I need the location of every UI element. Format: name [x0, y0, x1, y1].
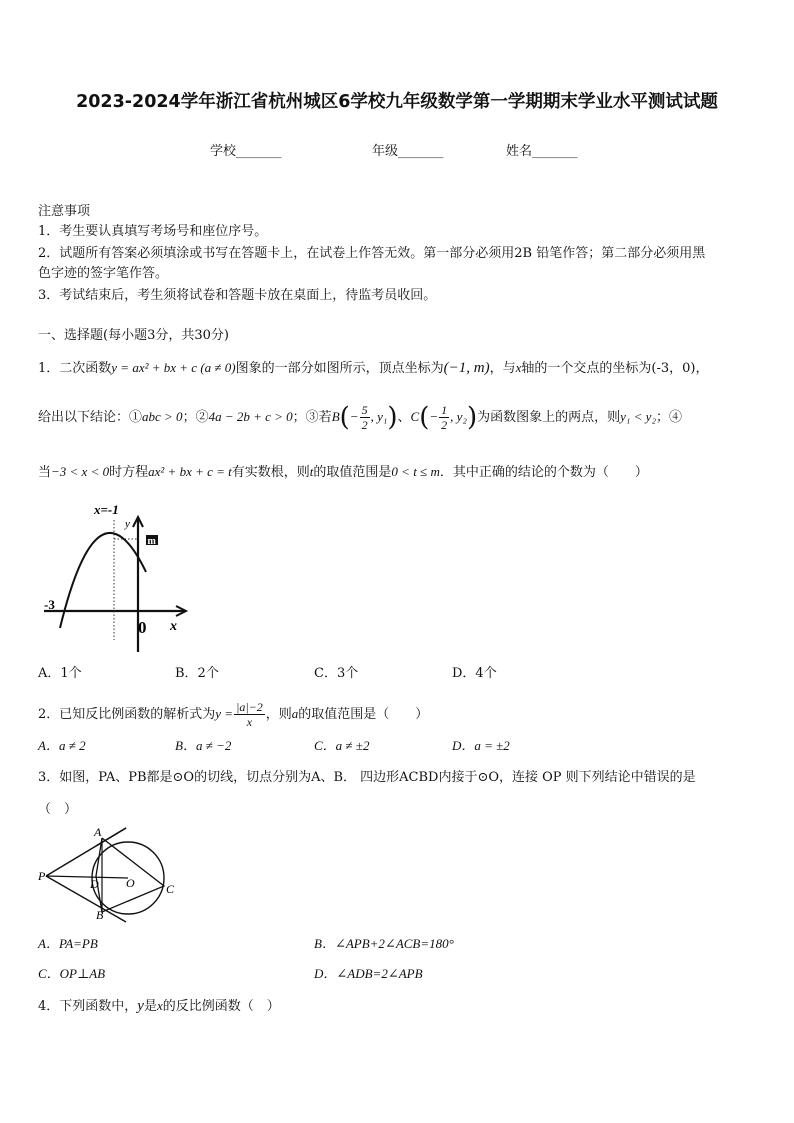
- q1-option-a[interactable]: A．1个: [38, 666, 82, 681]
- notice-item-2: 2．试题所有答案必须填涂或书写在答题卡上，在试卷上作答无效。第一部分必须用2B 铅笔作答；第二部分必须用黑: [38, 246, 706, 261]
- q3-option-c[interactable]: C．OP⊥AB: [38, 966, 106, 981]
- q1-text: ，与: [489, 361, 516, 376]
- q3-circle-figure: [36, 824, 186, 926]
- origin-label: 0: [138, 618, 147, 637]
- q1-option-c[interactable]: C．3个: [314, 666, 359, 681]
- q3-stem-cont: （ ）: [38, 802, 78, 817]
- q1-text: ；③若: [292, 410, 332, 425]
- q1-point-c: C: [410, 409, 420, 424]
- q1-t-range: 0 < t ≤ m: [391, 464, 440, 479]
- q1-text: 图象的一部分如图所示，顶点坐标为: [235, 361, 444, 376]
- notice-item-1: 1．考生要认真填写考场号和座位序号。: [38, 224, 268, 239]
- q3-option-d[interactable]: D．∠ADB=2∠APB: [314, 966, 423, 981]
- school-field: 学校_______: [210, 144, 282, 159]
- q1-text: 轴的一个交点的坐标为(-3，0)，: [521, 361, 709, 376]
- page-title: 2023-2024学年浙江省杭州城区6学校九年级数学第一学期期末学业水平测试试题: [76, 92, 718, 112]
- label-b: B: [96, 908, 104, 922]
- q2-option-b[interactable]: B．a ≠ −2: [175, 738, 232, 753]
- q1-conclusion-1: abc > 0: [142, 409, 183, 424]
- q1-text: 给出以下结论：①: [38, 410, 143, 425]
- grade-field: 年级_______: [372, 144, 444, 159]
- q1-line1: [38, 358, 708, 379]
- q1-conclusion-2: 4a − 2b + c > 0: [208, 409, 293, 424]
- notice-item-3: 3．考试结束后，考生须将试卷和答题卡放在桌面上，待监考员收回。: [38, 288, 437, 303]
- notice-item-2-cont: 色字迹的签字笔作答。: [38, 266, 169, 281]
- q1-point-b: B: [331, 409, 340, 424]
- axis-of-symmetry-label: x=-1: [94, 502, 119, 517]
- q1-option-d[interactable]: D．4个: [452, 666, 497, 681]
- q2-option-d[interactable]: D．a = ±2: [452, 738, 510, 753]
- q1-equation: ax² + bx + c = t: [148, 464, 232, 479]
- q2-stem: 2．已知反比例函数的解析式为y = $\frac{|a|-2}{x}$ ，则a的取值范围是（ ）: [38, 700, 429, 729]
- q1-line2: 给出以下结论：①abc > 0；②4a − 2b + c > 0；③若B(− $\frac{5}{2}$ , y₁)、C(− $\frac{1}{2}$ , y₂)为函数图象上的两点，则y₁ < y₂；④: [38, 402, 682, 433]
- q1-range: −3 < x < 0: [51, 464, 110, 479]
- q1-conclusion-3: y₁ < y₂: [620, 409, 656, 424]
- notice-heading: 注意事项: [38, 204, 91, 219]
- m-label: m: [147, 536, 156, 547]
- y-label: y: [125, 518, 130, 530]
- neg3-label: -3: [44, 597, 55, 612]
- q1-x: x: [515, 360, 522, 375]
- q3-option-a[interactable]: A．PA=PB: [38, 936, 98, 951]
- label-o: O: [126, 876, 135, 890]
- q1-text: ；②: [182, 410, 209, 425]
- line-po: [46, 876, 128, 878]
- q1-formula: y = ax² + bx + c (a ≠ 0): [111, 360, 236, 375]
- q3-stem: 3．如图，PA、PB都是⊙O的切线，切点分别为A、B． 四边形ACBD内接于⊙O，连接 OP 则下列结论中错误的是: [38, 770, 696, 785]
- label-d: D: [90, 877, 99, 891]
- q1-text: 1．二次函数: [38, 361, 112, 376]
- tangent-pb: [46, 876, 126, 922]
- x-label: x: [170, 619, 177, 634]
- parabola-curve: [60, 533, 146, 628]
- label-c: C: [166, 882, 175, 896]
- q1-option-b[interactable]: B．2个: [175, 666, 219, 681]
- q3-option-b[interactable]: B．∠APB+2∠ACB=180°: [314, 936, 454, 951]
- fraction: $\frac{1}{2}$: [441, 403, 448, 432]
- label-a: A: [94, 825, 102, 839]
- q1-parabola-graph: [38, 500, 198, 660]
- section-heading: 一、选择题(每小题3分，共30分): [38, 328, 229, 343]
- fraction: $\frac{|a|-2}{x}$: [236, 700, 263, 729]
- q2-option-c[interactable]: C．a ≠ ±2: [314, 738, 370, 753]
- q4-stem: 4．下列函数中，y是x的反比例函数（ ）: [38, 998, 280, 1014]
- q1-line3: 当−3 < x < 0时方程ax² + bx + c = t有实数根，则t的取值范围是0 < t ≤ m．其中正确的结论的个数为（ ）: [38, 464, 648, 480]
- name-field: 姓名_______: [506, 144, 578, 159]
- q2-option-a[interactable]: A．a ≠ 2: [38, 738, 86, 753]
- label-p: P: [38, 869, 46, 883]
- fraction: $\frac{5}{2}$: [361, 403, 368, 432]
- q1-vertex: (−1, m): [443, 360, 490, 376]
